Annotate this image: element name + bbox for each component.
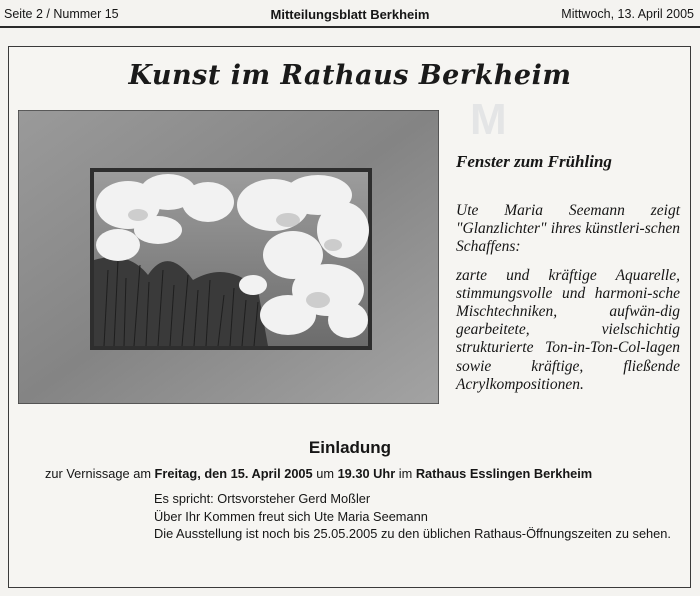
invitation-date: Freitag, den 15. April 2005 (154, 466, 313, 481)
invitation-line (45, 466, 592, 481)
description-paragraph-1: Ute Maria Seemann zeigt "Glanzlichter" ihres künstleri-schen Schaffens: (456, 202, 680, 256)
invitation-details (154, 490, 682, 543)
description-paragraph-2: zarte und kräftige Aquarelle, stimmungsvolle und harmoni-sche Mischtechniken, aufwän-dig gearbeitete, vielschichtig strukturierte Ton-in-Ton-Col-lagen sowie kräftige, fließende Acrylkompositionen. (456, 266, 680, 393)
welcome-line: Über Ihr Kommen freut sich Ute Maria Seemann (154, 508, 428, 524)
page-number: Seite 2 / Nummer 15 (4, 7, 119, 21)
invitation-heading: Einladung (308, 438, 392, 457)
page-header (0, 0, 700, 26)
article-title: Kunst im Rathaus Berkheim (128, 60, 572, 91)
invitation-text-mid: um (312, 466, 338, 481)
issue-date: Mittwoch, 13. April 2005 (561, 7, 694, 21)
invitation-text-pre: zur Vernissage am (45, 466, 155, 481)
exhibition-dates-line: Die Ausstellung ist noch bis 25.05.2005 zu den üblichen Rathaus-Öffnungszeiten zu sehen. (154, 526, 671, 541)
reverse-page-bleed: M (470, 95, 507, 144)
invitation-time: 19.30 Uhr (337, 466, 396, 481)
invitation-place: Rathaus Esslingen Berkheim (415, 466, 593, 481)
article-description (456, 202, 680, 404)
publication-title: Mitteilungsblatt Berkheim (270, 7, 430, 22)
article-subtitle: Fenster zum Frühling (456, 152, 612, 171)
invitation-text-mid2: im (395, 466, 416, 481)
header-rule (0, 26, 700, 28)
speaker-line: Es spricht: Ortsvorsteher Gerd Moßler (154, 491, 371, 506)
painting-photo (18, 110, 439, 404)
